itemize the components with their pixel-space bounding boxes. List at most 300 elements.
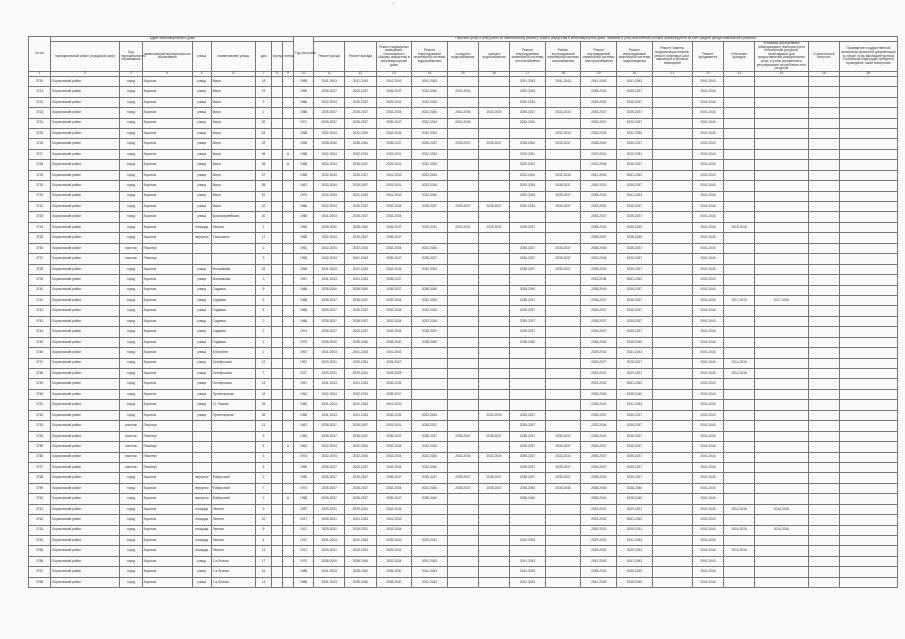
table-cell: 1968 <box>294 170 314 180</box>
table-cell <box>478 400 509 410</box>
table-cell: Борисовский район <box>51 191 120 201</box>
table-cell: 1970 <box>294 556 314 566</box>
table-cell: 2032-2034 <box>314 191 345 201</box>
table-cell: 2035-2037 <box>345 462 376 472</box>
table-cell <box>282 483 293 493</box>
table-cell: 3723 <box>29 108 51 118</box>
table-cell <box>652 525 692 535</box>
table-cell: 2041-2043 <box>345 348 376 358</box>
table-cell: 2032-2034 <box>314 442 345 452</box>
table-cell <box>282 243 293 253</box>
table-cell: 2035-2037 <box>617 442 653 452</box>
table-cell <box>478 212 509 222</box>
table-cell <box>510 128 546 138</box>
table-cell: Борисовский район <box>51 379 120 389</box>
table-cell <box>478 149 509 159</box>
table-cell <box>839 87 897 97</box>
table-cell: 2035-2037 <box>545 243 581 253</box>
table-cell <box>808 285 839 295</box>
table-row <box>29 577 898 587</box>
table-cell <box>478 118 509 128</box>
table-cell: Пешнеух <box>142 462 192 472</box>
table-cell: 3 <box>256 254 272 264</box>
table-cell: 2038-2040 <box>581 222 617 232</box>
table-cell: Борисов <box>142 316 192 326</box>
header-n: № п/п <box>29 37 51 72</box>
table-cell <box>271 389 282 399</box>
table-cell: Борисовский район <box>51 118 120 128</box>
table-cell <box>478 567 509 577</box>
table-cell: 1917 <box>294 515 314 525</box>
table-cell <box>724 400 755 410</box>
table-cell <box>447 504 478 514</box>
table-cell <box>271 421 282 431</box>
table-row <box>29 400 898 410</box>
table-cell: Борисов <box>142 285 192 295</box>
table-cell: 3740 <box>29 285 51 295</box>
table-cell: 2032-2033 <box>376 536 412 546</box>
table-cell: 2041-2043 <box>376 170 412 180</box>
table-cell: 2035-2037 <box>617 431 653 441</box>
table-cell: 2032-2034 <box>314 97 345 107</box>
table-cell: Борисов <box>142 410 192 420</box>
table-cell: Борисовский район <box>51 369 120 379</box>
table-cell <box>447 76 478 86</box>
table-cell <box>755 442 808 452</box>
table-cell: 10 <box>256 515 272 525</box>
table-cell: 3764 <box>29 536 51 546</box>
table-cell: 2035-2037 <box>581 233 617 243</box>
table-cell <box>282 87 293 97</box>
table-cell: 2035-2037 <box>545 473 581 483</box>
table-cell: 1961 <box>294 243 314 253</box>
table-cell: 2032-2034 <box>314 149 345 159</box>
column-number: 1 <box>29 71 51 76</box>
table-cell: 8 Березня <box>211 348 256 358</box>
table-cell <box>545 421 581 431</box>
table-cell: 2032-2034 <box>376 264 412 274</box>
table-cell <box>839 108 897 118</box>
table-cell <box>271 254 282 264</box>
table-cell: улица <box>192 191 211 201</box>
table-cell: 2032-2034 <box>447 108 478 118</box>
table-cell: 2035-2037 <box>545 254 581 264</box>
table-cell <box>652 275 692 285</box>
table-cell: 2041-2043 <box>692 400 723 410</box>
table-cell: 1917 <box>294 546 314 556</box>
table-cell <box>839 76 897 86</box>
table-cell: 2032-2034 <box>510 536 546 546</box>
table-cell <box>724 128 755 138</box>
table-cell <box>724 515 755 525</box>
table-cell <box>271 160 282 170</box>
table-row <box>29 181 898 191</box>
table-cell: Борисовский район <box>51 546 120 556</box>
table-cell: город <box>120 348 142 358</box>
table-cell: Садовая <box>211 295 256 305</box>
table-cell: 1957 <box>294 379 314 389</box>
table-row <box>29 348 898 358</box>
table-cell: 1917 <box>294 525 314 535</box>
register-rows <box>29 76 898 587</box>
table-cell <box>652 233 692 243</box>
table-cell: 2041-2043 <box>617 515 653 525</box>
table-cell: 2041-2043 <box>692 410 723 420</box>
table-cell: 2035-2037 <box>345 118 376 128</box>
table-cell <box>652 181 692 191</box>
table-cell: 2029-2031 <box>412 536 448 546</box>
table-cell: 2035-2037 <box>412 473 448 483</box>
table-cell <box>447 316 478 326</box>
table-cell <box>271 525 282 535</box>
table-cell: 3732 <box>29 202 51 212</box>
table-cell: 3725 <box>29 128 51 138</box>
table-cell: Красноармейская <box>211 212 256 222</box>
table-cell <box>839 181 897 191</box>
table-cell: 2035-2037 <box>617 160 653 170</box>
table-cell: улица <box>192 306 211 316</box>
table-cell: Борисов <box>142 108 192 118</box>
table-cell: 2038-2040 <box>581 191 617 201</box>
table-cell: город <box>120 389 142 399</box>
table-cell <box>839 442 897 452</box>
table-cell: 2041-2043 <box>617 275 653 285</box>
table-cell <box>652 222 692 232</box>
table-cell: 2035-2037 <box>581 462 617 472</box>
header-expertise: Проведение государственной экспертизы проектной документации в случае, если законодательством Российской Федерации требуется проведение такой экспертизы <box>839 42 897 72</box>
table-cell <box>271 316 282 326</box>
table-cell: 2035-2037 <box>345 87 376 97</box>
table-cell: 1 <box>256 337 272 347</box>
table-cell: 1988 <box>294 108 314 118</box>
table-cell: 1970 <box>294 337 314 347</box>
table-cell <box>478 306 509 316</box>
table-cell: Борисовский район <box>51 567 120 577</box>
table-cell <box>447 400 478 410</box>
table-cell: 2041-2043 <box>692 525 723 535</box>
table-cell: Ленина <box>211 515 256 525</box>
table-cell: город <box>120 306 142 316</box>
table-cell <box>478 97 509 107</box>
table-cell <box>808 400 839 410</box>
table-cell <box>839 149 897 159</box>
table-cell: 30 <box>256 212 272 222</box>
table-cell <box>808 369 839 379</box>
table-cell: Садовая <box>211 337 256 347</box>
table-cell <box>447 97 478 107</box>
table-cell <box>447 191 478 201</box>
table-cell: 3757 <box>29 462 51 472</box>
table-cell <box>724 181 755 191</box>
table-cell: 2035-2037 <box>617 410 653 420</box>
table-cell <box>447 243 478 253</box>
table-cell: город <box>120 264 142 274</box>
table-cell: Московская <box>211 264 256 274</box>
table-cell: 17 <box>256 556 272 566</box>
table-cell <box>282 348 293 358</box>
table-cell <box>724 337 755 347</box>
table-cell: 2029-2031 <box>314 504 345 514</box>
table-cell: 2041-2043 <box>692 97 723 107</box>
table-cell: 2038-2040 <box>581 243 617 253</box>
header-street-name: наименование улицы <box>211 42 256 72</box>
table-cell: 2038-2040 <box>617 337 653 347</box>
table-cell: 2038-2040 <box>617 483 653 493</box>
table-cell: 4 <box>256 536 272 546</box>
table-cell: А <box>282 494 293 504</box>
table-cell <box>808 462 839 472</box>
table-cell: Борисов <box>142 515 192 525</box>
table-cell <box>545 556 581 566</box>
table-cell: Борисов <box>142 327 192 337</box>
table-cell: 2032-2034 <box>412 128 448 138</box>
table-cell: 2032-2034 <box>510 118 546 128</box>
table-cell: 17 <box>256 233 272 243</box>
table-cell <box>652 556 692 566</box>
table-cell: Борисов <box>142 379 192 389</box>
table-cell: 3758 <box>29 473 51 483</box>
table-cell: Борисовский район <box>51 389 120 399</box>
table-cell: 2035-2037 <box>617 462 653 472</box>
table-cell <box>724 275 755 285</box>
table-cell: 2035-2037 <box>478 483 509 493</box>
table-cell: площадь <box>192 515 211 525</box>
table-cell <box>724 483 755 493</box>
table-cell <box>271 295 282 305</box>
table-cell: Мира <box>211 160 256 170</box>
table-cell <box>271 536 282 546</box>
table-cell: 2038-2040 <box>345 139 376 149</box>
table-cell: город <box>120 87 142 97</box>
table-cell <box>545 494 581 504</box>
table-cell: Борисов <box>142 348 192 358</box>
table-cell <box>545 160 581 170</box>
table-cell: 2038-2040 <box>581 87 617 97</box>
table-cell: 18 <box>256 76 272 86</box>
table-cell: 3759 <box>29 483 51 493</box>
table-cell: 2014-2016 <box>724 369 755 379</box>
table-cell: 1968 <box>294 160 314 170</box>
table-cell: 1998 <box>294 139 314 149</box>
table-cell <box>478 442 509 452</box>
table-cell: 16 <box>256 567 272 577</box>
table-cell: 2035-2037 <box>617 473 653 483</box>
table-cell: город <box>120 160 142 170</box>
table-cell: Борисов <box>142 222 192 232</box>
table-cell <box>652 431 692 441</box>
table-cell <box>545 97 581 107</box>
table-cell: Борисовский район <box>51 358 120 368</box>
table-cell <box>271 504 282 514</box>
table-cell: 2035-2037 <box>376 473 412 483</box>
table-cell <box>755 348 808 358</box>
table-cell: улица <box>192 327 211 337</box>
table-row <box>29 233 898 243</box>
table-row <box>29 295 898 305</box>
table-cell <box>724 327 755 337</box>
table-cell <box>545 222 581 232</box>
table-cell: город <box>120 556 142 566</box>
table-cell: 3766 <box>29 556 51 566</box>
table-cell: 2032-2034 <box>510 97 546 107</box>
table-cell <box>839 400 897 410</box>
table-cell: 3746 <box>29 348 51 358</box>
table-cell: 2029-2031 <box>581 525 617 535</box>
table-cell: Борисовский район <box>51 327 120 337</box>
table-cell <box>652 546 692 556</box>
table-cell: 2029-2031 <box>581 181 617 191</box>
table-cell: 2032-2034 <box>581 275 617 285</box>
table-cell: 2041-2043 <box>510 76 546 86</box>
table-cell: 3745 <box>29 337 51 347</box>
table-cell: 14 <box>256 577 272 587</box>
table-cell: 2041-2043 <box>510 556 546 566</box>
table-cell <box>724 191 755 201</box>
table-row <box>29 483 898 493</box>
table-cell: Борисовский район <box>51 577 120 587</box>
table-cell <box>755 275 808 285</box>
table-cell: 2041-2043 <box>692 348 723 358</box>
table-cell <box>839 233 897 243</box>
table-cell <box>478 327 509 337</box>
table-cell: город <box>120 128 142 138</box>
table-cell <box>652 243 692 253</box>
table-cell: Борисов <box>142 118 192 128</box>
table-cell <box>282 410 293 420</box>
table-cell: 2035-2037 <box>617 421 653 431</box>
table-cell <box>724 306 755 316</box>
table-cell <box>478 76 509 86</box>
table-cell <box>211 421 256 431</box>
table-cell: 2041-2043 <box>412 556 448 566</box>
table-cell <box>839 379 897 389</box>
table-cell <box>447 442 478 452</box>
table-cell <box>808 410 839 420</box>
table-cell <box>282 202 293 212</box>
table-cell: Мира <box>211 76 256 86</box>
table-cell <box>282 233 293 243</box>
table-cell: 2035-2037 <box>314 306 345 316</box>
table-cell <box>808 567 839 577</box>
table-cell: 2035-2037 <box>617 285 653 295</box>
table-cell: 2041-2043 <box>617 379 653 389</box>
table-cell: переулок <box>192 473 211 483</box>
table-cell: 2035-2037 <box>545 202 581 212</box>
table-cell <box>839 452 897 462</box>
table-cell: 2014-2016 <box>724 525 755 535</box>
table-cell: 2025-2027 <box>376 358 412 368</box>
table-cell <box>652 536 692 546</box>
table-cell: 11 <box>256 421 272 431</box>
table-cell <box>271 191 282 201</box>
table-cell: 2035-2037 <box>345 316 376 326</box>
table-cell <box>755 379 808 389</box>
table-cell <box>447 275 478 285</box>
table-cell: 3720 <box>29 76 51 86</box>
table-cell: Пешнеух <box>142 243 192 253</box>
table-cell: Борисов <box>142 128 192 138</box>
table-cell <box>412 400 448 410</box>
table-cell: 2041-2043 <box>692 285 723 295</box>
table-cell: Пешнеух <box>142 254 192 264</box>
table-cell: 2035-2037 <box>545 139 581 149</box>
table-cell <box>282 379 293 389</box>
table-cell: Борисовский район <box>51 181 120 191</box>
table-cell <box>510 348 546 358</box>
table-cell: улица <box>192 118 211 128</box>
table-cell <box>271 556 282 566</box>
table-cell <box>755 191 808 201</box>
table-cell <box>839 306 897 316</box>
table-cell <box>755 337 808 347</box>
table-cell <box>545 118 581 128</box>
table-cell: 2032-2034 <box>314 181 345 191</box>
table-cell <box>545 400 581 410</box>
table-cell <box>282 452 293 462</box>
table-cell: 2029-2031 <box>617 369 653 379</box>
table-cell: 2035-2037 <box>345 97 376 107</box>
table-cell: Борисов <box>142 139 192 149</box>
table-cell <box>545 316 581 326</box>
table-cell: 2035-2037 <box>510 295 546 305</box>
table-cell: 2041-2043 <box>617 191 653 201</box>
table-cell: 1960 <box>294 222 314 232</box>
table-cell: 3731 <box>29 191 51 201</box>
table-cell: 2029-2031 <box>581 348 617 358</box>
table-cell: 2041-2043 <box>692 275 723 285</box>
table-cell <box>271 431 282 441</box>
table-cell: 2035-2037 <box>345 483 376 493</box>
table-cell: Ленина <box>211 504 256 514</box>
table-cell: Борисов <box>142 567 192 577</box>
table-cell: 2038-2040 <box>617 233 653 243</box>
table-cell: 2032-2034 <box>412 97 448 107</box>
table-row <box>29 442 898 452</box>
table-cell: 3744 <box>29 327 51 337</box>
table-cell: 2032-2034 <box>478 410 509 420</box>
table-cell: 2032-2034 <box>376 295 412 305</box>
table-cell: Фабричный <box>211 494 256 504</box>
table-cell: 3 <box>256 275 272 285</box>
table-cell: 2032-2034 <box>376 327 412 337</box>
table-cell: 9 <box>256 504 272 514</box>
table-cell: 1968 <box>294 149 314 159</box>
table-cell: Ленина <box>211 546 256 556</box>
table-cell: Борисов <box>142 275 192 285</box>
table-cell <box>808 327 839 337</box>
table-cell: 2041-2043 <box>692 264 723 274</box>
table-cell: 2035-2037 <box>345 306 376 316</box>
table-cell <box>510 358 546 368</box>
table-cell: улица <box>192 358 211 368</box>
table-cell: город <box>120 567 142 577</box>
table-cell: 42 <box>256 389 272 399</box>
table-cell <box>192 442 211 452</box>
table-cell: 2032-2034 <box>412 462 448 472</box>
table-cell <box>724 494 755 504</box>
table-cell: улица <box>192 212 211 222</box>
table-cell <box>192 243 211 253</box>
table-cell <box>282 567 293 577</box>
table-cell <box>839 295 897 305</box>
table-cell: 3754 <box>29 431 51 441</box>
table-cell: 3748 <box>29 369 51 379</box>
column-number: 26 <box>839 71 897 76</box>
table-cell <box>755 327 808 337</box>
table-cell: 2038-2040 <box>510 483 546 493</box>
table-cell: улица <box>192 160 211 170</box>
table-cell <box>755 483 808 493</box>
